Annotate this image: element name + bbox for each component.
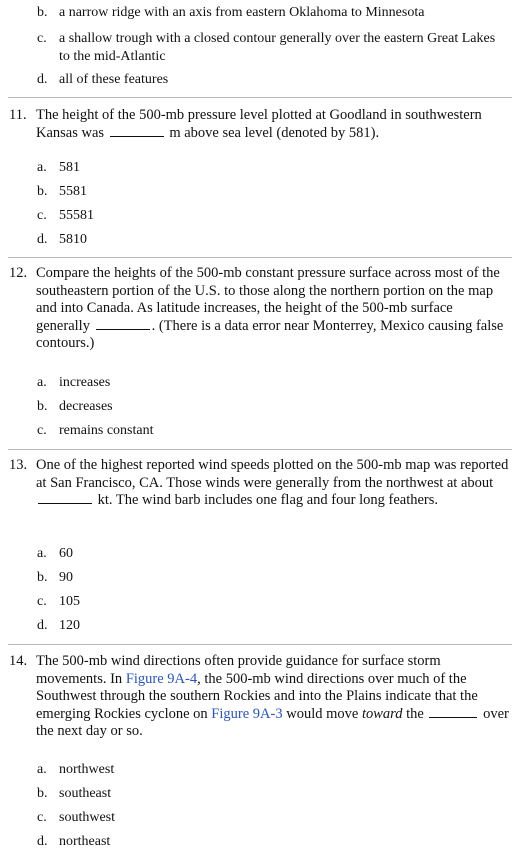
q13-option-a — [37, 546, 73, 562]
answer-blank — [429, 717, 477, 718]
option-letter: b. — [37, 570, 48, 585]
option-letter: d. — [37, 618, 48, 633]
option-letter: a. — [37, 375, 47, 390]
question-separator — [8, 449, 512, 450]
option-letter: b. — [37, 786, 48, 801]
option-letter: d. — [37, 72, 48, 87]
question-text: The height of the 500-mb pressure level plotted at Goodland in southwestern Kansas was m above sea level (denoted by 581). — [36, 107, 482, 141]
q13-option-d — [37, 618, 80, 634]
q10-option-d — [37, 72, 168, 88]
option-letter: c. — [37, 810, 47, 825]
option-letter: a. — [37, 160, 47, 175]
q13-option-c — [37, 594, 80, 610]
option-letter: c. — [37, 31, 47, 46]
option-letter: c. — [37, 594, 47, 609]
question-separator — [8, 97, 512, 98]
q12-option-c — [37, 423, 153, 439]
option-text: 120 — [59, 618, 80, 633]
option-letter: a. — [37, 546, 47, 561]
option-text: all of these features — [59, 72, 169, 87]
q14-option-a — [37, 762, 114, 778]
question-12 — [9, 265, 509, 353]
option-text: a narrow ridge with an axis from eastern Oklahoma to Minnesota — [59, 5, 425, 20]
q14-option-c — [37, 810, 115, 826]
q13-option-b — [37, 570, 73, 586]
figure-9a-4-link[interactable]: Figure 9A-4 — [125, 670, 198, 687]
question-14 — [9, 653, 509, 741]
question-number: 13. — [9, 457, 28, 473]
answer-blank — [110, 136, 164, 137]
answer-blank — [38, 503, 92, 504]
option-text: a shallow trough with a closed contour generally over the eastern Great Lakes to the mid-Atlantic — [59, 31, 496, 64]
question-text: One of the highest reported wind speeds plotted on the 500-mb map was reported at San Francisco, CA. Those winds were generally from the northwest at about kt. The wind barb includes one flag and four long feathers. — [36, 457, 509, 508]
figure-9a-3-link[interactable]: Figure 9A-3 — [211, 705, 283, 722]
option-text: northwest — [59, 762, 115, 777]
q14-option-b — [37, 786, 111, 802]
option-text: southeast — [59, 786, 112, 801]
emphasis-toward: toward — [361, 705, 403, 722]
question-number: 11. — [9, 107, 27, 123]
question-13 — [9, 457, 509, 510]
option-text: 105 — [59, 594, 80, 609]
option-letter: b. — [37, 399, 48, 414]
option-text: 5581 — [59, 184, 87, 199]
q11-option-a — [37, 160, 80, 176]
option-text: increases — [59, 375, 111, 390]
q14-option-d — [37, 834, 110, 850]
question-text: The 500-mb wind directions often provide guidance for surface storm movements. In Figure 9A-4, the 500-mb wind directions over much of the Southwest through the southern Rockies and into the Plains indicate that the emerging Rockies cyclone on Figure 9A-3 would move toward the over the next day or so. — [36, 653, 509, 739]
option-text: southwest — [59, 810, 115, 825]
q12-option-a — [37, 375, 110, 391]
option-letter: c. — [37, 423, 47, 438]
option-letter: c. — [37, 208, 47, 223]
q12-option-b — [37, 399, 113, 415]
q10-option-b — [37, 5, 424, 21]
q11-option-c — [37, 208, 94, 224]
option-text: 90 — [59, 570, 73, 585]
question-separator — [8, 644, 512, 645]
option-text: 55581 — [59, 208, 94, 223]
question-11 — [9, 107, 509, 142]
question-separator — [8, 257, 512, 258]
question-number: 12. — [9, 265, 28, 281]
option-text: 5810 — [59, 232, 87, 247]
q11-option-b — [37, 184, 87, 200]
question-number: 14. — [9, 653, 28, 669]
answer-blank — [96, 329, 150, 330]
q11-option-d — [37, 232, 87, 248]
option-text: 60 — [59, 546, 73, 561]
option-text: remains constant — [59, 423, 154, 438]
q10-option-c — [37, 30, 502, 66]
option-text: decreases — [59, 399, 113, 414]
question-text: Compare the heights of the 500-mb constant pressure surface across most of the southeastern portion of the U.S. to those along the northern portion on the map and into Canada. As latitude increases, the height of the 500-mb surface generally . (There is a data error near Monterrey, Mexico causing false contours.) — [36, 265, 504, 351]
option-letter: d. — [37, 834, 48, 849]
option-letter: a. — [37, 762, 47, 777]
option-letter: b. — [37, 5, 48, 20]
option-text: 581 — [59, 160, 80, 175]
option-letter: d. — [37, 232, 48, 247]
option-letter: b. — [37, 184, 48, 199]
option-text: northeast — [59, 834, 111, 849]
